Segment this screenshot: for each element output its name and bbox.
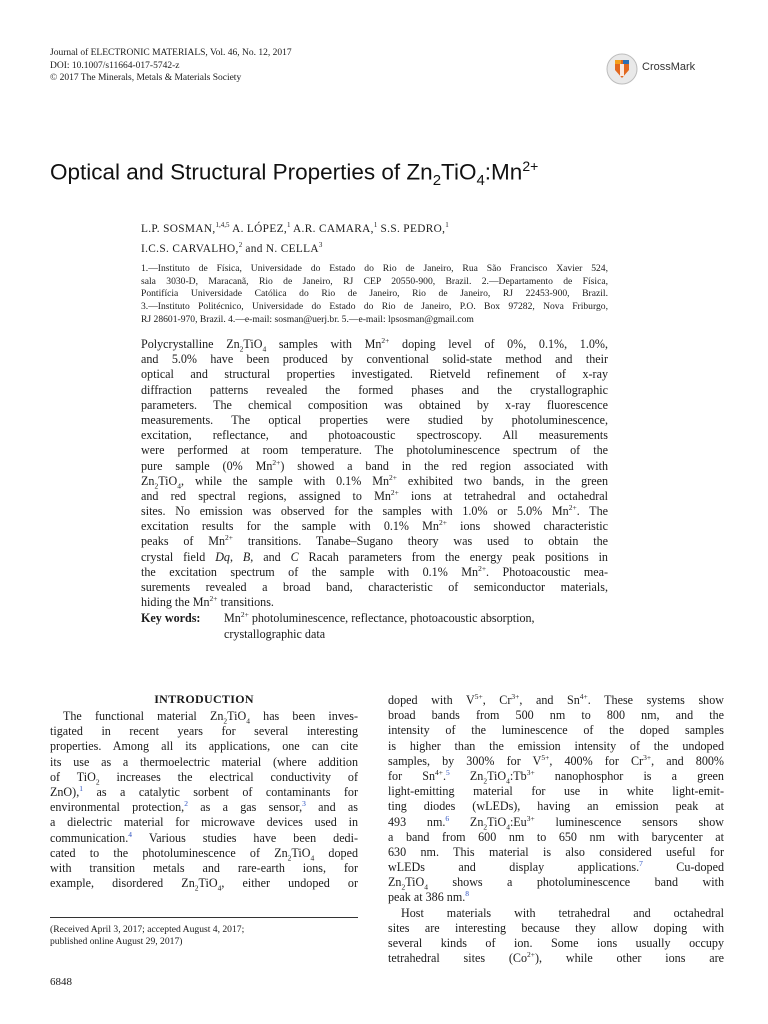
body-line: wLEDs and display applications.$^7$ Cu-doped <box>388 859 724 875</box>
body-line: broad bands from 500 nm to 800 nm, and the <box>388 708 724 723</box>
body-line: samples, by 300% for $V^{5+}$, 400% for $Cr^{3+}$, and 800% <box>388 752 724 768</box>
keywords-label: Key words: <box>141 611 201 625</box>
left-column <box>50 692 358 891</box>
body-line: environmental protection,$^2$ as a gas sensor,$^3$ and as <box>50 799 358 815</box>
body-line: 493 nm.$^6$ $Zn_2TiO_4:Eu^{3+}$ luminescence sensors show <box>388 813 724 831</box>
abstract-line: and 5.0% have been produced by conventional solid-state method and their <box>141 352 608 367</box>
abstract-line: hiding the $Mn^{2+}$ transitions. <box>141 594 274 610</box>
body-line: Host materials with tetrahedral and octahedral <box>401 905 724 920</box>
affiliation-line: RJ 28601-970, Brazil. 4.—e-mail: sosman@uerj.br. 5.—e-mail: lpsosman@gmail.com <box>141 313 474 325</box>
page-number: 6848 <box>50 976 72 988</box>
abstract <box>141 337 608 610</box>
body-line: with transition metals and rare-earth ions, for <box>50 860 358 875</box>
author-list <box>141 217 449 257</box>
journal-citation: Journal of ELECTRONIC MATERIALS, Vol. 46, No. 12, 2017 <box>50 48 292 58</box>
abstract-line: the excitation spectrum of the sample with 0.1% $Mn^{2+}$. Photoacoustic mea- <box>141 563 609 579</box>
left-column-body <box>50 709 358 891</box>
body-line: for $Sn^{4+}.^5$ $Zn_2TiO_4:Tb^{3+}$ nanophosphor is a green <box>388 767 724 786</box>
body-line: sites are interesting because they allow doping with <box>388 920 724 935</box>
affiliation-line: Pontifícia Universidade Católica do Rio de Janeiro, Rio de Janeiro, RJ 22453-900, Brazil. <box>141 288 608 300</box>
affiliation-line: 1.—Instituto de Física, Universidade do Estado do Rio de Janeiro, Rua São Francisco Xavier 524, <box>141 263 608 274</box>
abstract-line: crystal field Dq, B, and C Racah parameters from the energy peak positions in <box>141 549 608 564</box>
body-line: intensity of the luminescence of the doped samples <box>388 723 724 738</box>
body-line: $Zn_2TiO_4$ shows a photoluminescence band with <box>388 875 724 892</box>
affiliations <box>141 263 608 327</box>
footnote-divider <box>50 917 358 918</box>
abstract-line: sites. No emission was observed for the samples with 1.0% or 5.0% $Mn^{2+}$. The <box>141 503 608 519</box>
doi: DOI: 10.1007/s11664-017-5742-z <box>50 60 180 71</box>
crossmark-icon <box>606 52 638 86</box>
right-column <box>388 693 724 966</box>
crossmark-label: CrossMark <box>642 61 696 73</box>
abstract-line: excitation results for the sample with 0.1% $Mn^{2+}$ ions showed characteristic <box>141 518 608 534</box>
affiliation-line: 3.—Instituto Politécnico, Universidade do Estado do Rio de Janeiro, P.O. Box 97282, Nova Friburgo, <box>141 301 608 313</box>
abstract-line: were performed at room temperature. The photoluminescence spectrum of the <box>141 443 608 458</box>
body-line: several kinds of ion. Some ions usually occupy <box>388 936 724 950</box>
keywords <box>141 610 611 642</box>
abstract-line: and red spectral regions, assigned to $Mn^{2+}$ ions at tetrahedral and octahedral <box>141 487 608 503</box>
affiliation-line: sala 3030-D, Maracanã, Rio de Janeiro, RJ CEP 20550-900, Brazil. 2.—Departamento de Física, <box>141 275 608 287</box>
body-line: 630 nm. This material is also considered useful for <box>388 844 724 859</box>
crossmark-badge[interactable] <box>606 52 726 86</box>
body-line: The functional material $Zn_2TiO_4$ has been inves- <box>63 709 358 726</box>
section-heading: INTRODUCTION <box>154 692 254 706</box>
body-line: tetrahedral sites $(Co^{2+})$, while other ions are <box>388 950 724 966</box>
body-line: light-emitting material for use in white light-emit- <box>388 784 724 799</box>
received-dates: (Received April 3, 2017; accepted August 4, 2017; published online August 29, 2017) <box>50 924 245 948</box>
body-line: ting diodes (wLEDs), having an emission peak at <box>388 799 724 814</box>
abstract-line: peaks of $Mn^{2+}$ transitions. Tanabe–Sugano theory was used to obtain the <box>141 533 608 549</box>
abstract-line: diffraction patterns revealed the formed phases and the crystallographic <box>141 382 608 397</box>
body-line: a band from 600 nm to 650 nm with barycenter at <box>388 829 724 844</box>
keywords-text: $Mn^{2+}$ photoluminescence, reflectance, photoacoustic absorption, <box>224 609 535 625</box>
abstract-line: parameters. The chemical composition was obtained by x-ray fluorescence <box>141 397 608 412</box>
body-line: properties. Among all its applications, one can cite <box>50 739 358 754</box>
abstract-line: Polycrystalline $Zn_2TiO_4$ samples with $Mn^{2+}$ doping level of 0%, 0.1%, 1.0%, <box>141 335 608 354</box>
body-line: cated to the photoluminescence of $Zn_2TiO_4$ doped <box>50 845 358 863</box>
body-line: of TiO$_2$ increases the electrical conductivity of <box>50 769 358 787</box>
copyright: © 2017 The Minerals, Metals & Materials Society <box>50 73 242 83</box>
keywords-text-2: crystallographic data <box>224 627 326 641</box>
body-line: its use as a thermoelectric material (where addition <box>50 754 358 769</box>
abstract-line: pure sample (0% $Mn^{2+}$) showed a band in the red region associated with <box>141 457 609 473</box>
body-line: communication.$^4$ Various studies have been dedi- <box>50 829 358 845</box>
body-line: example, disordered $Zn_2TiO_4$, either undoped or <box>50 876 358 893</box>
body-line: ZnO),$^1$ as a catalytic sorbent of contaminants for <box>50 783 358 799</box>
author-line-2: I.C.S. CARVALHO,$^2$ and N. CELLA$^3$ <box>141 240 323 255</box>
abstract-line: $Zn_2TiO_4$, while the sample with 0.1% $Mn^{2+}$ exhibited two bands, in the green <box>141 472 609 491</box>
paper-title: Optical and Structural Properties of $Zn_2TiO_4:Mn^{2+}$ <box>50 158 539 189</box>
body-line: is higher than the emission intensity of the undoped <box>388 738 724 753</box>
journal-header <box>50 47 292 85</box>
body-line: a dielectric material for microwave devices used in <box>50 815 358 830</box>
body-line: doped with $V^{5+}$, $Cr^{3+}$, and $Sn^{4+}$. These systems show <box>388 691 724 707</box>
abstract-line: optical and structural properties investigated. Rietveld refinement of x-ray <box>141 367 608 382</box>
abstract-line: excitation, reflectance, and photoacoustic spectroscopy. All measurements <box>141 428 608 443</box>
author-line-1: L.P. SOSMAN,$^{1,4,5}$ A. LÓPEZ,$^1$ A.R. CAMARA,$^1$ S.S. PEDRO,$^1$ <box>141 221 449 235</box>
body-line: tigated in recent years for several interesting <box>50 724 358 739</box>
abstract-line: surements revealed a broad band, characteristic of semiconductor materials, <box>141 580 608 594</box>
body-line: peak at 386 nm.$^8$ <box>388 889 469 905</box>
abstract-line: measurements. The optical properties were studied by photoluminescence, <box>141 412 608 427</box>
